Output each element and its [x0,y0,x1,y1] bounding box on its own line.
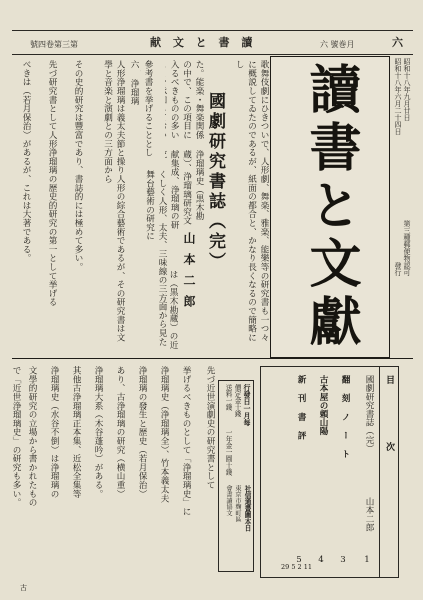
imprint-issue-label: 會書讀協文 [225,485,232,516]
toc-footer: 29 5 2 11 [281,563,313,571]
header-issue-left: 號四卷第三第 [30,40,78,49]
toc-divider [379,367,380,577]
page-footer [20,583,27,593]
header-right-label: 六 號巻月 [320,40,355,49]
imprint-send-label: 送料 [224,384,232,398]
header-running-title [150,38,256,47]
lower-column-1: 先づ近世演劇史の研究書として [205,366,215,490]
article-column-4: 六 浄瑠璃 [129,60,139,106]
notice-line-1: 昭和十八年九月廿日 [403,58,411,121]
notice-detail-2: 發行 [394,262,402,276]
imprint-year [224,429,232,475]
article-column-11: は（黒木勘蔵）の近 [168,270,178,350]
masthead-box [270,56,390,358]
imprint-price [233,384,241,417]
article-column-3: 參考書を挙げることとし [143,60,153,157]
toc-box [260,366,399,578]
lower-column-9: 文學的研究の立場から書かれたもの [27,366,37,507]
header-page-number-text: 六 [392,36,403,49]
notice-line-2: 昭和十八年六月二十四日 [394,58,402,135]
header-issue-right [320,40,355,49]
article-column-5: 人形浄瑠璃は義太夫節と操り人形の綜合藝術であるが、その研究書は文學と音楽と演劇との三方面から [102,60,125,342]
article-column-2: た。能楽・舞楽関係の中で、この項目に入るべきものの多い [169,60,204,140]
imprint-send [224,384,232,410]
imprint-box [218,380,254,572]
article-column-1: 歌舞伎劇にひきついで、人形劇、舞楽、雅楽、能樂等の研究書も一つ々に概説してゐたのであるが、紙面の都合と、かなり長くなるので簡略にし [234,60,269,342]
article-column-6: その史的研究は豐富であり、書誌的には極めて多い。 [73,60,83,272]
lower-column-2: 挙げるべきものとして「浄瑠璃史」に [181,366,191,516]
toc-item-3-title[interactable]: 古本屋の頼山陽 [318,375,328,436]
article-column-7: 先づ研究書として人形浄瑠璃の歴史的研究の第一として挙げる [47,60,57,307]
imprint-year-value: 金一圓十錢 [224,442,232,476]
notice-detail-1: 第三種郵便物認可 [403,220,411,276]
toc-item-1-page: 1 [362,555,372,565]
toc-header: 目 次 [384,375,394,475]
toc-item-4-page: 5 [294,555,304,565]
imprint-address: 東京市麹町區 [234,485,241,523]
header-top-rule [12,30,413,31]
section-divider [12,358,413,359]
article-author: 山本二郎 [182,232,196,316]
imprint-price-value: 金十錢 [233,397,241,418]
toc-item-3-page: 4 [316,555,326,565]
toc-item-1-author: 山本二郎 [364,497,374,532]
masthead-title: 讀書と文獻 [300,62,361,352]
toc-item-2-title[interactable]: 翻 刻 ノ ー ト [340,375,350,458]
lower-column-10: で「近世浄瑠璃史」の研究も多い。 [11,366,21,507]
article-column-8: べきは（若月保治）があるが、これは大著である。 [21,60,31,263]
imprint-price-label: 價定 [233,384,241,398]
imprint-send-value: 一錢 [224,397,232,411]
toc-item-4-title[interactable]: 新 刊 書 評 [296,375,306,440]
header-page-number [392,38,403,47]
imprint-year-label: 一年 [224,429,232,443]
toc-item-2-page: 3 [338,555,348,565]
imprint-title: 行發日一月每 [243,384,252,426]
toc-item-1-title[interactable]: 國劇研究書誌（完） [364,375,374,453]
header-issue-info [30,40,78,49]
lower-column-3: 浄瑠璃史（浄瑠璃全）、竹本義太夫 [159,366,169,503]
lower-column-6: 浄瑠璃大系（木谷蓬吟）がある。 [93,366,103,498]
header-title: 献 文 と 書 讀 [150,36,257,49]
article-column-9: 浄瑠璃史（黒木勘蔵）、浄瑠璃研究文献集成、浄瑠璃の研 [169,150,204,230]
lower-column-7: 其他古浄瑠璃正本集、近松全集等 [71,366,81,498]
article-title: 國劇研究書誌（完） [205,92,225,272]
footer-note: 古 [20,584,27,592]
lower-column-4: 浄瑠璃の發生と歴史（若月保治） [137,366,147,498]
lower-column-8: 浄瑠璃史（水谷不倒）は浄瑠璃の [49,366,59,498]
header-bottom-rule [12,54,413,55]
imprint-publisher: 社信通書圖本日 [243,485,251,532]
lower-column-5: あり、古浄瑠璃の研究（横山重） [115,366,125,498]
article-column-10: くしく人形、太夫、三味線の三方面から見た舞台藝術の研究に [144,170,167,346]
